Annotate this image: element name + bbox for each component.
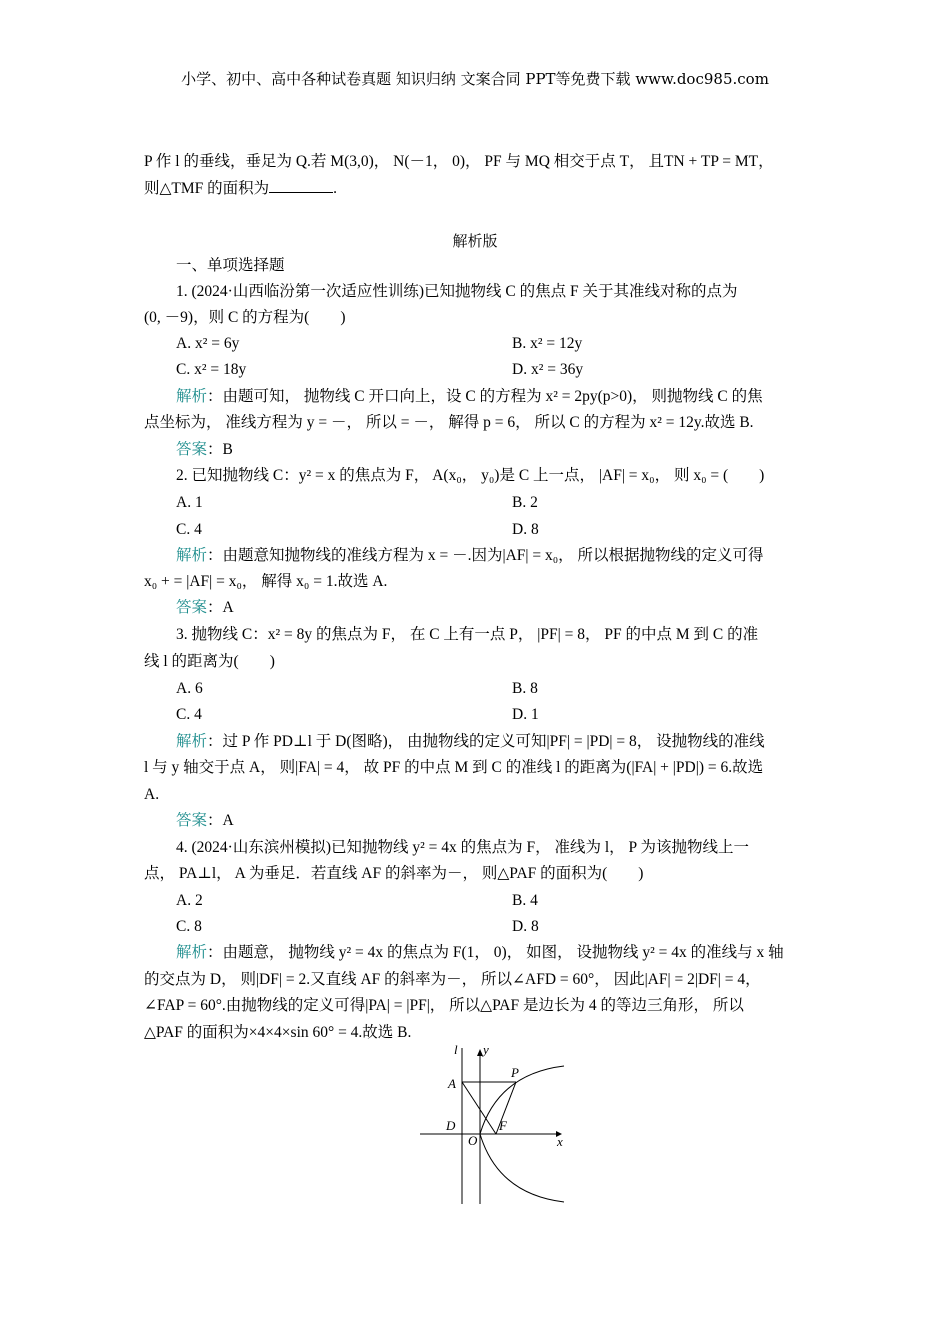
q3-option-a: A. 6 [176, 680, 203, 697]
label-o: O [468, 1133, 478, 1148]
page-header: 小学、初中、高中各种试卷真题 知识归纳 文案合同 PPT等免费下载 www.doc985.com [181, 70, 769, 88]
q2-analysis-1 [176, 546, 764, 566]
answer-label: 答案 [176, 812, 208, 829]
q4-option-a: A. 2 [176, 892, 203, 909]
analysis-label: 解析 [176, 944, 208, 961]
q4-stem-2: 点， PA⊥l， A 为垂足．若直线 AF 的斜率为－， 则△PAF 的面积为( ) [144, 865, 644, 882]
q2-option-a: A. 1 [176, 494, 203, 511]
intro-line-2 [144, 178, 337, 199]
label-p: P [511, 1065, 519, 1080]
q3-option-c: C. 4 [176, 706, 202, 723]
q1-analysis-1 [176, 387, 763, 407]
answer-label: 答案 [176, 441, 208, 458]
q1-analysis-text: ：由题可知， 抛物线 C 开口向上，设 C 的方程为 x² = 2py(p>0)， 则抛物线 C 的焦 [207, 388, 763, 405]
label-y: y [483, 1044, 489, 1057]
answer-blank [269, 178, 333, 193]
label-d: D [446, 1118, 456, 1133]
q2-option-b: B. 2 [512, 494, 538, 511]
q1-option-b: B. x² = 12y [512, 335, 583, 352]
q1-answer-text: ：B [207, 441, 233, 458]
q1-option-c: C. x² = 18y [176, 361, 247, 378]
q3-stem-1: 3. 抛物线 C：x² = 8y 的焦点为 F， 在 C 上有一点 P， |PF| = 8， PF 的中点 M 到 C 的准 [176, 626, 759, 643]
label-x: x [557, 1134, 563, 1149]
label-l: l [454, 1044, 458, 1057]
q2-option-c: C. 4 [176, 521, 202, 538]
q3-analysis-3: A. [144, 786, 160, 803]
analysis-label: 解析 [176, 547, 208, 564]
q3-answer-text: ：A [207, 812, 234, 829]
q3-analysis-1 [176, 732, 765, 752]
q1-option-d: D. x² = 36y [512, 361, 584, 378]
analysis-label: 解析 [176, 388, 208, 405]
q2-answer [176, 598, 234, 618]
q3-option-b: B. 8 [512, 680, 538, 697]
q1-option-a: A. x² = 6y [176, 335, 240, 352]
intro-line-2-text: 则△TMF 的面积为 [144, 180, 270, 197]
q4-stem-1: 4. (2024·山东滨州模拟)已知抛物线 y² = 4x 的焦点为 F， 准线为 l， P 为该抛物线上一 [176, 839, 749, 856]
q1-stem-2: (0, －9)，则 C 的方程为( ) [144, 309, 346, 326]
parabola-figure [416, 1044, 568, 1206]
q2-analysis-text: ：由题意知抛物线的准线方程为 x = －.因为|AF| = x₀， 所以根据抛物线的定义可得 [207, 547, 764, 564]
q3-stem-2: 线 l 的距离为( ) [144, 653, 275, 670]
q4-option-c: C. 8 [176, 918, 202, 935]
q2-answer-text: ：A [207, 599, 234, 616]
q1-answer [176, 440, 233, 460]
analysis-label: 解析 [176, 733, 208, 750]
q1-stem-1: 1. (2024·山西临汾第一次适应性训练)已知抛物线 C 的焦点 F 关于其准线对称的点为 [176, 283, 738, 300]
segment-af [462, 1082, 496, 1134]
q3-option-d: D. 1 [512, 706, 539, 723]
q1-analysis-2: 点坐标为， 准线方程为 y = －， 所以 = －， 解得 p = 6， 所以 C 的方程为 x² = 12y.故选 B. [144, 414, 754, 431]
q4-analysis-2: 的交点为 D， 则|DF| = 2.又直线 AF 的斜率为－， 所以∠AFD = 60°， 因此|AF| = 2|DF| = 4， [144, 971, 761, 988]
label-f: F [499, 1118, 507, 1133]
q4-analysis-4: △PAF 的面积为×4×4×sin 60° = 4.故选 B. [144, 1024, 412, 1041]
q4-analysis-3: ∠FAP = 60°.由抛物线的定义可得|PA| = |PF|， 所以△PAF 是边长为 4 的等边三角形， 所以 [144, 997, 744, 1014]
q3-analysis-2: l 与 y 轴交于点 A， 则|FA| = 4， 故 PF 的中点 M 到 C 的准线 l 的距离为(|FA| + |PD|) = 6.故选 [144, 759, 764, 776]
q2-stem-1: 2. 已知抛物线 C：y² = x 的焦点为 F， A(x₀， y₀)是 C 上一点， |AF| = x₀， 则 x₀ = ( ) [176, 467, 765, 484]
answer-label: 答案 [176, 599, 208, 616]
q3-answer [176, 811, 234, 831]
q3-analysis-text: ：过 P 作 PD⊥l 于 D(图略)， 由抛物线的定义可知|PF| = |PD| = 8， 设抛物线的准线 [207, 733, 765, 750]
section-title: 解析版 [452, 234, 498, 250]
q4-analysis-text: ：由题意， 抛物线 y² = 4x 的焦点为 F(1， 0)， 如图， 设抛物线 y² = 4x 的准线与 x 轴 [207, 944, 784, 961]
q2-analysis-2: x₀ + = |AF| = x₀， 解得 x₀ = 1.故选 A. [144, 573, 388, 590]
intro-line-1: P 作 l 的垂线，垂足为 Q.若 M(3,0)， N(－1， 0)， PF 与 MQ 相交于点 T， 且TN + TP = MT， [144, 153, 774, 170]
intro-line-2-end: . [333, 180, 338, 197]
q4-option-b: B. 4 [512, 892, 538, 909]
q2-option-d: D. 8 [512, 521, 539, 538]
label-a: A [448, 1076, 456, 1091]
section-heading: 一、单项选择题 [176, 257, 285, 274]
q4-option-d: D. 8 [512, 918, 539, 935]
q4-analysis-1 [176, 943, 784, 963]
